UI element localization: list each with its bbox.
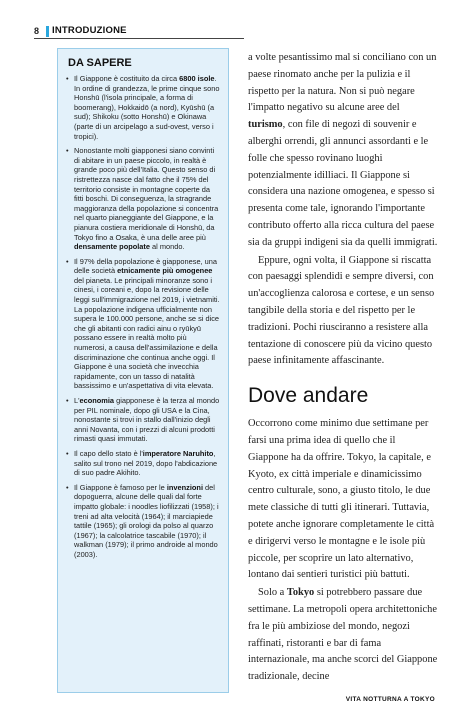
body-paragraph: Eppure, ogni volta, il Giappone si riscatta con paesaggi splendidi e sempre diversi, con un'accoglienza calorosa e cortese, e un senso tangibile della storia e del rispetto per le tradizioni. Pochi riusciranno a resistere alla tentazione di conoscere più da vicino questo paese infinitamente affascinante. xyxy=(248,254,435,367)
section-heading: Dove andare xyxy=(248,384,369,408)
main-column xyxy=(248,50,438,686)
fact-item: • Nonostante molti giapponesi siano convinti di abitare in un paese piccolo, in realtà è grande poco più dell'Italia. Questo senso di ristrettezza nasce dal fatto che il 75% del territorio consiste in montagne coperte da fitti boschi. Di conseguenza, la stragrande maggioranza della popolazione si concentra nel quarto pianeggiante del Giappone, e la pianura costiera meridionale di Honshū, da Tokyo fino a Osaka, è una delle aree più densamente popolate al mondo. xyxy=(66,146,220,252)
header-accent-bar xyxy=(46,26,49,37)
section-title: INTRODUZIONE xyxy=(52,25,127,36)
fact-item: • Il Giappone è costituito da circa 6800 isole. In ordine di grandezza, le prime cinque sono Honshū (l'isola principale, a forma di boomerang), Hokkaidō (a nord), Kyūshū (a sud); Shikoku (sotto Honshū) e Okinawa (parte di un arcipelago a sud-ovest, verso i tropici). xyxy=(66,74,220,141)
running-footer: VITA NOTTURNA A TOKYO xyxy=(345,696,435,703)
body-paragraph: Solo a Tokyo si potrebbero passare due settimane. La metropoli opera architettoniche fra le più ambiziose del mondo, negozi raffinati, ristoranti e bar di fama internazionale, ma anche scorci del Giappone tradizionale, decine xyxy=(248,587,438,683)
fact-item: • Il 97% della popolazione è giapponese, una delle società etnicamente più omogenee del pianeta. Le principali minoranze sono i cinesi, i coreani e, dopo la revisione delle leggi sull'immigrazione nel 2019, i vietnamiti. La popolazione indigena ufficialmente non supera le 100.000 persone, anche se si dice che gli abitanti con radici ainu o ryūkyū possano essere in realtà molto più numerosi, a causa dell'assimilazione e della discriminazione che continua anche oggi. Il Giappone è una società che invecchia rapidamente, con un tasso di natalità bassissimo e un'aspettativa di vita elevata. xyxy=(66,257,220,391)
fact-item: • Il Giappone è famoso per le invenzioni del dopoguerra, alcune delle quali dal forte impatto globale: i noodles liofilizzati (1958); i treni ad alta velocità (1964); il marciapiede tattile (1965); gli orologi da polso al quarzo (1967); la calcolatrice tascabile (1970); il walkman (1979); il primo androide al mondo (2003). xyxy=(66,483,220,560)
page-number: 8 xyxy=(34,26,40,36)
header-rule xyxy=(34,38,244,39)
sidebar-title: DA SAPERE xyxy=(68,57,132,69)
da-sapere-box xyxy=(57,48,229,693)
fact-item: • L'economia giapponese è la terza al mondo per PIL nominale, dopo gli USA e la Cina, nonostante si trovi in stallo dall'inizio degli anni Novanta, con i prezzi di alcuni prodotti rimasti quasi immutati. xyxy=(66,396,220,444)
body-paragraph: Occorrono come minimo due settimane per farsi una prima idea di quello che il Giappone ha da offrire. Tokyo, la capitale, e Kyoto, ex città imperiale e dinamicissimo centro culturale, sono, a giusto titolo, le due mete classiche di tutti gli itinerari. Tuttavia, potete anche ignorare completamente le città e dirigervi verso le montagne e le isole più piccole, per scoprire un lato alternativo, lontano dai sentieri turistici più battuti. xyxy=(248,418,435,581)
fact-list xyxy=(66,74,220,560)
fact-item: • Il capo dello stato è l'imperatore Naruhito, salito sul trono nel 2019, dopo l'abdicazione di suo padre Akihito. xyxy=(66,449,220,478)
body-paragraph: a volte pesantissimo mal si conciliano con un paese rinomato anche per la pulizia e il rispetto per la natura. Non si può negare l'impatto negativo su alcune aree del turismo, con file di negozi di souvenir e alberghi orrendi, gli annunci assordanti e le folle che spesso rovinano luoghi potenzialmente idilliaci. Il Giappone si considera una nazione omogenea, e spesso si presenta come tale, ignorando l'importante contributo offerto alla ricca cultura del paese sia da gruppi indigeni sia da quelli immigrati. xyxy=(248,52,438,248)
